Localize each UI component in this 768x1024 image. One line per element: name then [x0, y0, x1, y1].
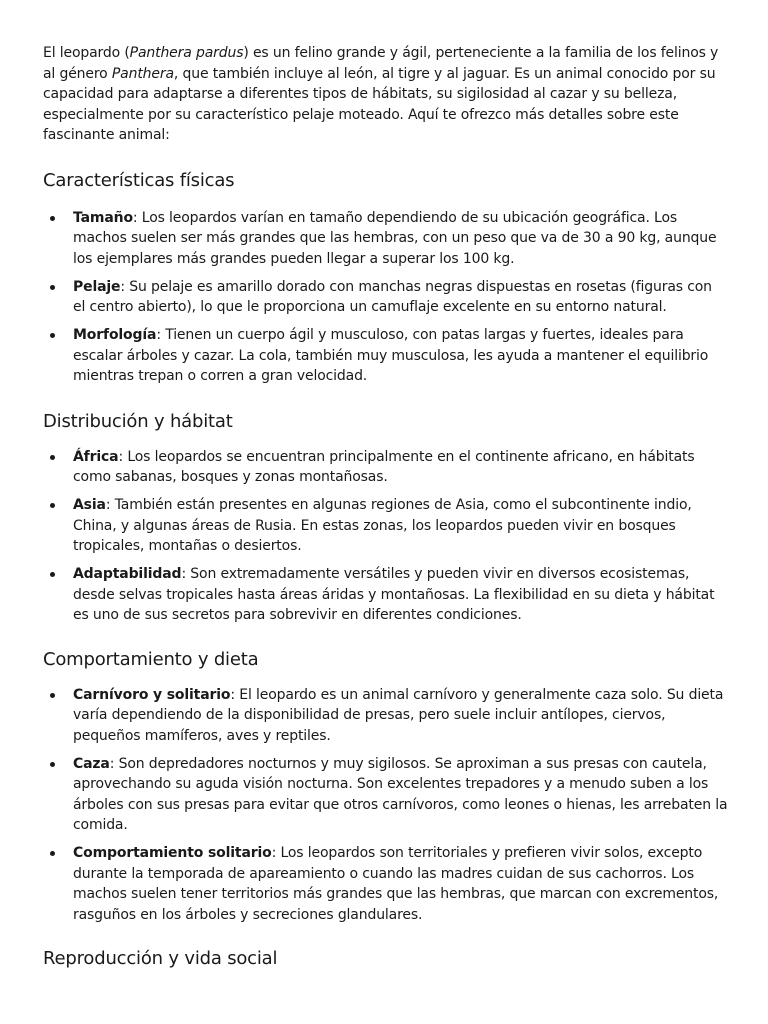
bullet-icon — [50, 503, 55, 508]
list-item — [43, 325, 728, 387]
item-text: : Los leopardos se encuentran principalmente en el continente africano, en hábitats como sabanas, bosques y zonas montañosas. — [73, 448, 695, 485]
list-item — [43, 685, 728, 747]
genus-name: Panthera — [111, 65, 174, 82]
section-comportamiento — [43, 648, 728, 926]
item-text: : Los leopardos son territoriales y prefieren vivir solos, excepto durante la temporada de apareamiento o cuando las madres cuidan de sus cachorros. Los machos suelen tener territorios más grandes que las hembras, que marcan con excrementos, rasguños en los árboles y secreciones glandulares. — [73, 845, 719, 923]
item-term: Asia — [73, 497, 106, 513]
bullet-list — [43, 685, 728, 926]
item-term: Adaptabilidad — [73, 566, 182, 582]
list-item — [43, 754, 728, 836]
item-text: : El leopardo es un animal carnívoro y generalmente caza solo. Su dieta varía dependiendo de la disponibilidad de presas, pero suele incluir antílopes, ciervos, pequeños mamíferos, aves y reptiles. — [73, 686, 724, 744]
bullet-icon — [50, 216, 55, 221]
section-heading: Comportamiento y dieta — [43, 648, 259, 670]
bullet-icon — [50, 762, 55, 767]
scientific-name: Panthera pardus — [129, 45, 244, 61]
item-text: : Tienen un cuerpo ágil y musculoso, con patas largas y fuertes, ideales para escalar árboles y cazar. La cola, también muy musculosa, les ayuda a mantener el equilibrio mientras trepan o corren a gran velocidad. — [73, 327, 709, 384]
list-item — [43, 564, 728, 626]
list-item — [43, 843, 728, 925]
item-text: : También están presentes en algunas regiones de Asia, como el subcontinente indio, China, y algunas áreas de Rusia. En estas zonas, los leopardos pueden vivir en bosques tropicales, montañas o desiertos. — [73, 497, 692, 554]
bullet-list — [43, 447, 728, 626]
item-term: Tamaño — [73, 209, 133, 226]
list-item — [43, 277, 728, 318]
bullet-icon — [50, 333, 55, 338]
item-term: África — [73, 448, 119, 465]
item-term: Pelaje — [73, 278, 121, 295]
bullet-list — [43, 208, 728, 387]
bullet-icon — [50, 572, 55, 577]
bullet-icon — [50, 455, 55, 460]
item-term: Comportamiento solitario — [73, 845, 272, 861]
item-term: Carnívoro y solitario — [73, 686, 231, 703]
list-item — [43, 447, 728, 488]
list-item — [43, 495, 728, 557]
bullet-icon — [50, 285, 55, 290]
section-heading: Reproducción y vida social — [43, 948, 278, 969]
list-item — [43, 208, 728, 270]
item-text: : Son extremadamente versátiles y pueden vivir en diversos ecosistemas, desde selvas tropicales hasta áreas áridas y montañosas. La flexibilidad en su dieta y hábitat es uno de sus secretos para sobrevivir en diferentes condiciones. — [73, 566, 715, 623]
bullet-icon — [50, 693, 55, 698]
section-heading: Características físicas — [43, 169, 235, 191]
section-distribucion — [43, 410, 728, 626]
item-text: : Su pelaje es amarillo dorado con manchas negras dispuestas en rosetas (figuras con el centro abierto), lo que le proporciona un camuflaje excelente en su entorno natural. — [73, 278, 712, 315]
bullet-icon — [50, 851, 55, 856]
intro-paragraph — [43, 43, 728, 146]
section-heading: Distribución y hábitat — [43, 410, 233, 432]
intro-text-3: , que también incluye al león, al tigre y al jaguar. Es un animal conocido por su capacidad para adaptarse a diferentes tipos de hábitats, su sigilosidad al cazar y su belleza, especialmente por su característico pelaje moteado. Aquí te ofrezco más detalles sobre este fascinante animal: — [43, 65, 716, 143]
intro-text-1: El leopardo ( — [43, 45, 130, 61]
section-reproduccion — [43, 947, 728, 971]
item-text: : Los leopardos varían en tamaño dependiendo de su ubicación geográfica. Los machos suelen ser más grandes que las hembras, con un peso que va de 30 a 90 kg, aunque los ejemplares más grandes pueden llegar a superar los 100 kg. — [73, 209, 717, 267]
section-caracteristicas — [43, 169, 728, 387]
item-text: : Son depredadores nocturnos y muy sigilosos. Se aproximan a sus presas con cautela, aprovechando su aguda visión nocturna. Son excelentes trepadores y a menudo suben a los árboles con sus presas para evitar que otros carnívoros, como leones o hienas, les arrebaten la comida. — [73, 755, 728, 833]
item-term: Caza — [73, 755, 110, 772]
item-term: Morfología — [73, 327, 157, 343]
intro-text-2: ) es un felino grande y ágil, perteneciente a la familia de los felinos y al género — [43, 45, 719, 82]
